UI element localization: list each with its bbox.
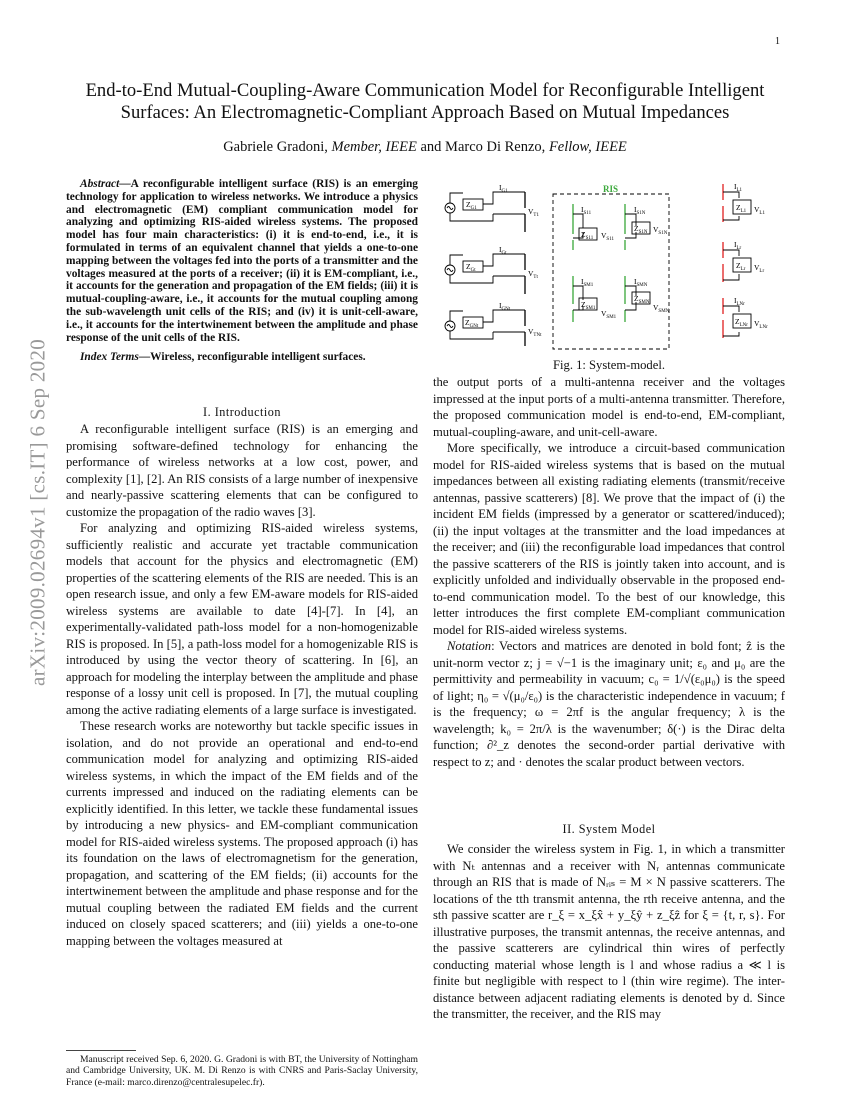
tx-i1-label: $I_{G1}$ — [499, 183, 508, 194]
ris-zmn: $Z_SMN$ — [634, 294, 650, 305]
right-column-text — [433, 374, 785, 770]
index-terms-label: Index Terms — [80, 351, 139, 364]
author-2: and Marco Di Renzo, — [420, 139, 546, 155]
col2-paragraph-1: the output ports of a multi-antenna receiver and the voltages impressed at the input ports of a multi-antenna transmitter. Therefore, the proposed communication model is end-to-end, EM-compliant, mutual-coupling-aware, and unit-cell-aware. — [433, 375, 785, 439]
author-1-role: Member, IEEE — [331, 139, 417, 155]
arxiv-stamp — [18, 300, 58, 720]
tx-i2-label: $I_{Gt}$ — [499, 245, 507, 256]
footnote-text: Manuscript received Sep. 6, 2020. G. Gradoni is with BT, the University of Nottingham and Cambridge University, UK. M. Di Renzo is with CNRS and Paris-Saclay University, France (e-mail: marco.direnzo@centralesupelec.fr). — [66, 1054, 418, 1088]
ris-label: RIS — [603, 184, 619, 194]
tx-antenna-2 — [445, 254, 525, 283]
ris-v11: $V_S11$ — [601, 231, 615, 242]
ris-z11: $Z_S11$ — [581, 230, 594, 241]
system-model-diagram — [433, 176, 785, 356]
rx-v1-label: $V_{L1}$ — [754, 205, 765, 216]
section-2-heading: II. System Model — [562, 822, 656, 836]
introduction-text — [66, 421, 418, 949]
abstract-label: Abstract — [80, 178, 120, 190]
page-number: 1 — [775, 36, 780, 47]
notation-text: : Vectors and matrices are denoted in bold font; ẑ is the unit-norm vector z; j = √−1 is the imaginary unit; ε₀ and μ₀ are the permittivity and permeability in vacuum; c₀ = 1/√(ε₀μ₀) is the speed of light; η₀ = √(μ₀/ε₀) is the characteristic independence in vacuum; f is the frequency; ω = 2πf is the angular frequency; λ is the wavelength; k₀ = 2π/λ is the wavenumber; δ(·) is the Dirac delta function; ∂²_z denotes the second-order partial derivative with respect to z; and · denotes the scalar product between vectors. — [433, 639, 785, 769]
tx-z1-label: $Z_{G1}$ — [466, 200, 477, 211]
rx-i1-label: $I_{L1}$ — [734, 182, 743, 193]
ris-im1: $I_SM1$ — [581, 277, 594, 288]
figure-caption: Fig. 1: System-model. — [553, 358, 665, 372]
tx-i3-label: $I_{GNt}$ — [499, 301, 511, 312]
arxiv-stamp-text: arXiv:2009.02694v1 [cs.IT] 6 Sep 2020 — [25, 338, 50, 687]
author-2-role: Fellow, IEEE — [548, 139, 627, 155]
tx-v3-label: $V_{TNt}$ — [528, 327, 542, 338]
rx-z1-label: $Z_{L1}$ — [736, 203, 747, 214]
tx-antenna-1 — [445, 192, 525, 221]
ris-v1n: $V_S1N$ — [653, 225, 668, 236]
rx-z2-label: $Z_{Lr}$ — [736, 261, 746, 272]
author-1: Gabriele Gradoni, — [223, 139, 328, 155]
system-model-figure — [433, 176, 785, 356]
tx-v2-label: $V_{Tt}$ — [528, 269, 538, 280]
rx-z3-label: $Z_{LNr}$ — [735, 317, 748, 328]
tx-z3-label: $Z_{GNt}$ — [465, 318, 479, 329]
paper-title: End-to-End Mutual-Coupling-Aware Communication Model for Reconfigurable Intelligent Surfaces: An Electromagnetic-Compliant Approach Based on Mutual Impedances — [85, 80, 765, 123]
notation-label: Notation — [447, 639, 492, 653]
tx-antenna-3 — [445, 310, 525, 339]
rx-v3-label: $V_{LNr}$ — [754, 319, 768, 330]
ris-i11: $I_S11$ — [581, 205, 592, 216]
ris-vm1: $V_SM1$ — [601, 309, 617, 320]
ris-imn: $I_SMN$ — [634, 277, 648, 288]
intro-paragraph-3: These research works are noteworthy but tackle specific issues in isolation, and do not provide an operational and end-to-end communication model for analyzing and optimizing RIS-aided wireless systems, in which the impact of the EM fields and of the currents impressed and induced on the radiating elements can be explicitly identified. In this letter, we tackle these fundamental issues by introducing a new physics- and EM-compliant communication model for RIS-aided wireless systems. The proposed approach (i) has its foundation on the laws of electromagnetism for the generation, propagation, and scattering of the EM fields; (ii) accounts for the intertwinement between the amplitude and phase response and for the mutual coupling between the radiated EM fields and the current induced on closely spaced scatterers; and (iii) yields a one-to-one mapping between the voltages measured at — [66, 719, 418, 948]
abstract — [66, 178, 418, 364]
system-model-text — [433, 841, 785, 1023]
intro-paragraph-1: A reconfigurable intelligent surface (RIS) is an emerging and promising software-defined technology for enhancing the performance of wireless networks at a low cost, power, and complexity [1], [2]. An RIS consists of a large number of inexpensive and nearly-passive scattering elements that can be configured to customize the propagation of the radio waves [3]. — [66, 422, 418, 519]
ris-z1n: $Z_S1N$ — [634, 224, 648, 235]
tx-v1-label: $V_{T1}$ — [528, 207, 539, 218]
notation-paragraph — [433, 638, 785, 770]
rx-i2-label: $I_{Lr}$ — [734, 240, 742, 251]
rx-v2-label: $V_{Lr}$ — [754, 263, 765, 274]
author-line — [60, 139, 790, 156]
footnote-rule — [66, 1050, 136, 1051]
tx-z2-label: $Z_{Gt}$ — [466, 262, 476, 273]
section-1-heading: I. Introduction — [203, 405, 281, 419]
rx-i3-label: $I_{LNr}$ — [734, 296, 745, 307]
col2-paragraph-2: More specifically, we introduce a circuit-based communication model for RIS-aided wireless systems that is based on the mutual impedances between all existing radiating elements (transmit/receive antennas, passive scatterers) [8]. We prove that the impact of (i) the incident EM fields (impressed by a generator or scattered/induced); (ii) the input voltages at the transmitter and the load impedances at the receiver; and (iii) the reconfigurable load impedances that control the passive scatterers of the RIS is jointly taken into account, and is explicitly unfolded and individually observable in the proposed end-to-end communication model. To the best of our knowledge, this letter introduces the first complete EM-compliant communication model for RIS-aided wireless systems. — [433, 441, 785, 637]
intro-paragraph-2: For analyzing and optimizing RIS-aided wireless systems, sufficiently realistic and accurate yet tractable communication models that account for the physics and electromagnetic (EM) properties of the scattering elements of the RIS are needed. This is an open research issue, and only a few EM-aware models for RIS-aided wireless systems are available to date [4]-[7]. In [4], an experimentally-validated path-loss model for a non-homogenizable RIS is proposed. In [5], a path-loss model for a homogenizable RIS is introduced by using the vector theory of scattering. In [6], an approach for modeling the interplay between the amplitude and phase response of a lossy unit cell is proposed. In [7], the mutual coupling among the active radiating elements of a large surface is investigated. — [66, 521, 418, 717]
abstract-text: —A reconfigurable intelligent surface (RIS) is an emerging technology for application to wireless networks. We introduce a physics and electromagnetic (EM) compliant communication model for analyzing and optimizing RIS-aided wireless systems. The proposed model has four main characteristics: (i) it is end-to-end, i.e., it is formulated in terms of an equivalent channel that yields a one-to-one mapping between the voltages fed into the ports of a transmitter and the voltages measured at the ports of a receiver; (ii) it is EM-compliant, i.e., it accounts for the generation and propagation of the EM fields; (iii) it is mutual-coupling-aware, i.e., it accounts for the mutual coupling among the sub-wavelength unit cells of the RIS; and (iv) it is unit-cell-aware, i.e., it accounts for the intertwinement between the amplitude and phase response of the unit cells of the RIS. — [66, 178, 418, 344]
system-model-paragraph: We consider the wireless system in Fig. 1, in which a transmitter with Nₜ antennas and a receiver with Nᵣ antennas communicate through an RIS that is made of Nᵣᵢₛ = M × N passive scatterers. The locations of the tth transmit antenna, the rth receive antenna, and the sth passive scatter are r_ξ = x_ξx̂ + y_ξŷ + z_ξẑ for ξ = {t, r, s}. For illustrative purposes, the transmit antennas, the receive antennas, and the passive scatterers are cylindrical thin wires of perfectly conducting material whose length is l and whose radius a ≪ l is finite but negligible with respect to l (thin wire regime). The inter-distance between adjacent radiating elements is denoted by d. Since the transmitter, the receiver, and the RIS may — [433, 842, 785, 1021]
ris-vmn: $V_SMN$ — [653, 303, 670, 314]
footnote — [66, 1054, 418, 1088]
index-terms-text: —Wireless, reconfigurable intelligent surfaces. — [138, 351, 366, 364]
ris-zm1: $Z_SM1$ — [581, 300, 596, 311]
ris-i1n: $I_S1N$ — [634, 205, 646, 216]
